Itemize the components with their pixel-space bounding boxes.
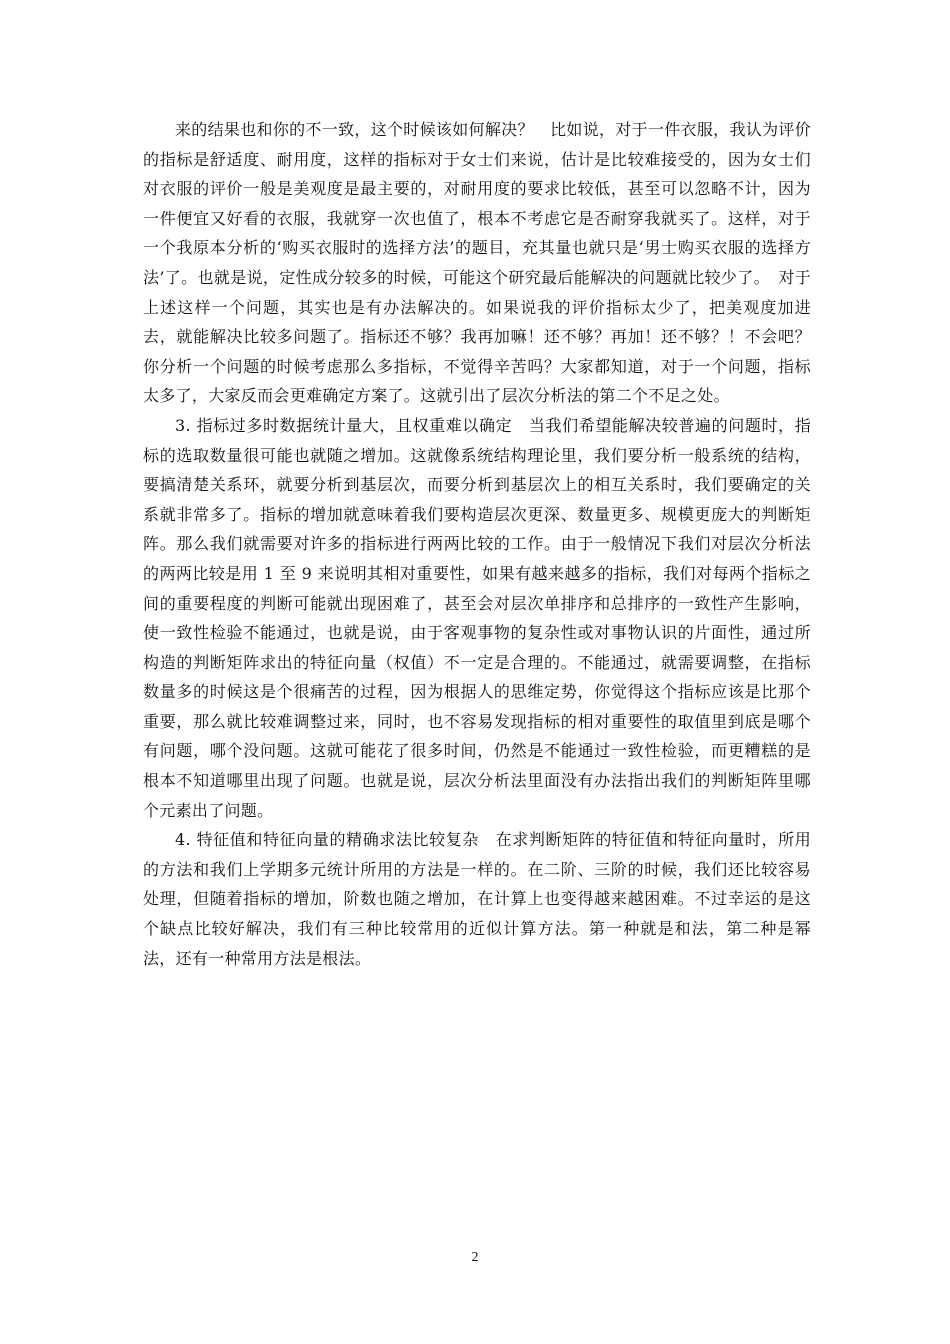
paragraph-1: 来的结果也和你的不一致，这个时候该如何解决？ 比如说，对于一件衣服，我认为评价的指标是舒适度、耐用度，这样的指标对于女士们来说，估计是比较难接受的，因为女士们对衣服的评价一般是美观度是最主要的，对耐用度的要求比较低，甚至可以忽略不计，因为一件便宜又好看的衣服，我就穿一次也值了，根本不考虑它是否耐穿我就买了。这样，对于一个我原本分析的‘购买衣服时的选择方法’的题目，充其量也就只是‘男士购买衣服的选择方法’了。也就是说，定性成分较多的时候，可能这个研究最后能解决的问题就比较少了。 对于上述这样一个问题，其实也是有办法解决的。如果说我的评价指标太少了，把美观度加进去，就能解决比较多问题了。指标还不够？我再加嘛！还不够？再加！还不够？！不会吧？你分析一个问题的时候考虑那么多指标，不觉得辛苦吗？大家都知道，对于一个问题，指标太多了，大家反而会更难确定方案了。这就引出了层次分析法的第二个不足之处。 — [143, 120, 811, 406]
document-body — [143, 115, 811, 973]
paragraph-2: 3. 指标过多时数据统计量大，且权重难以确定 当我们希望能解决较普遍的问题时，指标的选取数量很可能也就随之增加。这就像系统结构理论里，我们要分析一般系统的结构，要搞清楚关系环，就要分析到基层次，而要分析到基层次上的相互关系时，我们要确定的关系就非常多了。指标的增加就意味着我们要构造层次更深、数量更多、规模更庞大的判断矩阵。那么我们就需要对许多的指标进行两两比较的工作。由于一般情况下我们对层次分析法的两两比较是用 1 至 9 来说明其相对重要性，如果有越来越多的指标，我们对每两个指标之间的重要程度的判断可能就出现困难了，甚至会对层次单排序和总排序的一致性产生影响，使一致性检验不能通过，也就是说，由于客观事物的复杂性或对事物认识的片面性，通过所构造的判断矩阵求出的特征向量（权值）不一定是合理的。不能通过，就需要调整，在指标数量多的时候这是个很痛苦的过程，因为根据人的思维定势，你觉得这个指标应该是比那个重要，那么就比较难调整过来，同时，也不容易发现指标的相对重要性的取值里到底是哪个有问题，哪个没问题。这就可能花了很多时间，仍然是不能通过一致性检验，而更糟糕的是根本不知道哪里出现了问题。也就是说，层次分析法里面没有办法指出我们的判断矩阵里哪个元素出了问题。 — [143, 415, 811, 820]
paragraph-3: 4. 特征值和特征向量的精确求法比较复杂 在求判断矩阵的特征值和特征向量时，所用的方法和我们上学期多元统计所用的方法是一样的。在二阶、三阶的时候，我们还比较容易处理，但随着指标的增加，阶数也随之增加，在计算上也变得越来越困难。不过幸运的是这个缺点比较好解决，我们有三种比较常用的近似计算方法。第一种就是和法，第二种是幂法，还有一种常用方法是根法。 — [143, 830, 811, 968]
page-number: 2 — [471, 1250, 479, 1265]
